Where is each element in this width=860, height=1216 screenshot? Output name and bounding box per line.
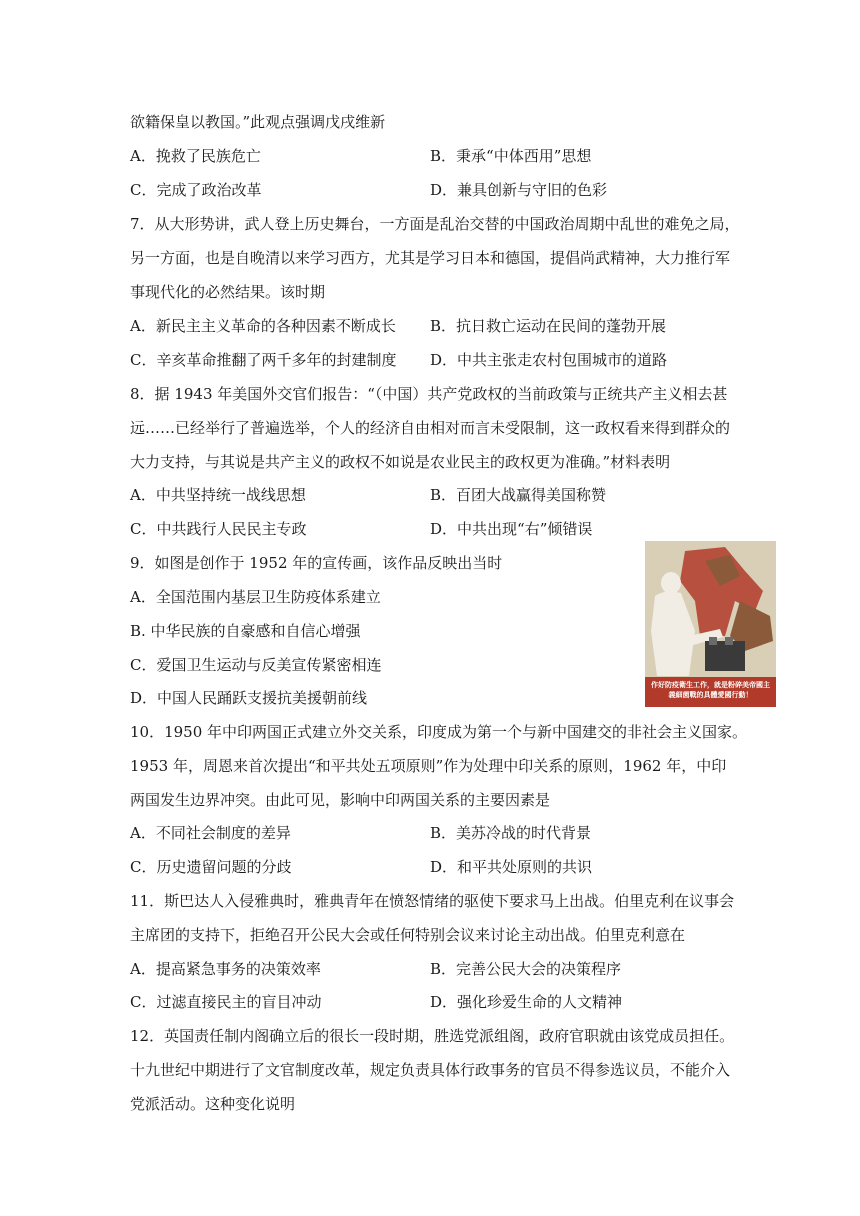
q10-option-b: B．美苏冷战的时代背景: [430, 824, 592, 842]
q10-option-c: C．历史遗留问题的分歧: [130, 858, 292, 876]
q11-option-b: B．完善公民大会的决策程序: [430, 960, 622, 978]
propaganda-poster-image: [645, 541, 776, 707]
question-8-line-2: 远……已经举行了普遍选举，个人的经济自由相对而言未受限制，这一政权看来得到群众的: [130, 419, 731, 437]
question-9-line-1: 9．如图是创作于 1952 年的宣传画，该作品反映出当时: [130, 554, 503, 572]
q8-option-b: B．百团大战赢得美国称赞: [430, 486, 607, 504]
q8-option-a: A．中共坚持统一战线思想: [130, 486, 306, 504]
q8-option-d: D．中共出现“右”倾错误: [430, 520, 593, 538]
q10-option-a: A．不同社会制度的差异: [130, 824, 291, 842]
q6-option-b: B．秉承“中体西用”思想: [430, 147, 592, 165]
q7-option-c: C．辛亥革命推翻了两千多年的封建制度: [130, 351, 397, 369]
q6-option-c: C．完成了政治改革: [130, 181, 262, 199]
q9-option-c: C．爱国卫生运动与反美宣传紧密相连: [130, 656, 382, 674]
q11-option-d: D．强化珍爱生命的人文精神: [430, 993, 623, 1011]
question-12-line-3: 党派活动。这种变化说明: [130, 1095, 296, 1113]
question-11-line-1: 11．斯巴达人入侵雅典时，雅典青年在愤怒情绪的驱使下要求马上出战。伯里克利在议事会: [130, 892, 735, 910]
q7-option-a: A．新民主主义革命的各种因素不断成长: [130, 317, 396, 335]
q11-option-c: C．过滤直接民主的盲目冲动: [130, 993, 322, 1011]
q9-option-b: B. 中华民族的自豪感和自信心增强: [130, 622, 361, 640]
q9-option-d: D．中国人民踊跃支援抗美援朝前线: [130, 689, 368, 707]
question-11-line-2: 主席团的支持下，拒绝召开公民大会或任何特别会议来讨论主动出战。伯里克利意在: [130, 926, 686, 944]
question-7-line-3: 事现代化的必然结果。该时期: [130, 283, 326, 301]
q6-option-a: A．挽救了民族危亡: [130, 147, 261, 165]
q6-option-d: D．兼具创新与守旧的色彩: [430, 181, 608, 199]
q7-option-b: B．抗日救亡运动在民间的蓬勃开展: [430, 317, 667, 335]
question-8-line-3: 大力支持，与其说是共产主义的政权不如说是农业民主的政权更为准确。”材料表明: [130, 453, 671, 471]
q7-option-d: D．中共主张走农村包围城市的道路: [430, 351, 668, 369]
question-12-line-2: 十九世纪中期进行了文官制度改革，规定负责具体行政事务的官员不得参选议员，不能介入: [130, 1061, 731, 1079]
q8-option-c: C．中共践行人民民主专政: [130, 520, 307, 538]
question-8-line-1: 8．据 1943 年美国外交官们报告：“（中国）共产党政权的当前政策与正统共产主义相去甚: [130, 385, 728, 403]
question-7-line-2: 另一方面，也是自晚清以来学习西方，尤其是学习日本和德国，提倡尚武精神，大力推行军: [130, 249, 731, 267]
question-7-line-1: 7．从大形势讲，武人登上历史舞台，一方面是乱治交替的中国政治周期中乱世的难免之局，: [130, 215, 740, 233]
q11-option-a: A．提高紧急事务的决策效率: [130, 960, 321, 978]
q9-option-a: A．全国范围内基层卫生防疫体系建立: [130, 588, 381, 606]
question-6-stem-tail: 欲籍保皇以教国。”此观点强调戊戌维新: [130, 113, 386, 131]
question-10-line-2: 1953 年，周恩来首次提出“和平共处五项原则”作为处理中印关系的原则，1962 年，中印: [130, 757, 727, 775]
question-10-line-1: 10．1950 年中印两国正式建立外交关系，印度成为第一个与新中国建交的非社会主义国家。: [130, 723, 748, 741]
poster-caption: 作好防疫衛生工作，就是粉碎美帝國主義細菌戰的具體愛國行動！: [651, 681, 770, 699]
q10-option-d: D．和平共处原则的共识: [430, 858, 593, 876]
question-10-line-3: 两国发生边界冲突。由此可见，影响中印两国关系的主要因素是: [130, 791, 551, 809]
question-12-line-1: 12．英国责任制内阁确立后的很长一段时期，胜选党派组阁，政府官职就由该党成员担任。: [130, 1027, 735, 1045]
